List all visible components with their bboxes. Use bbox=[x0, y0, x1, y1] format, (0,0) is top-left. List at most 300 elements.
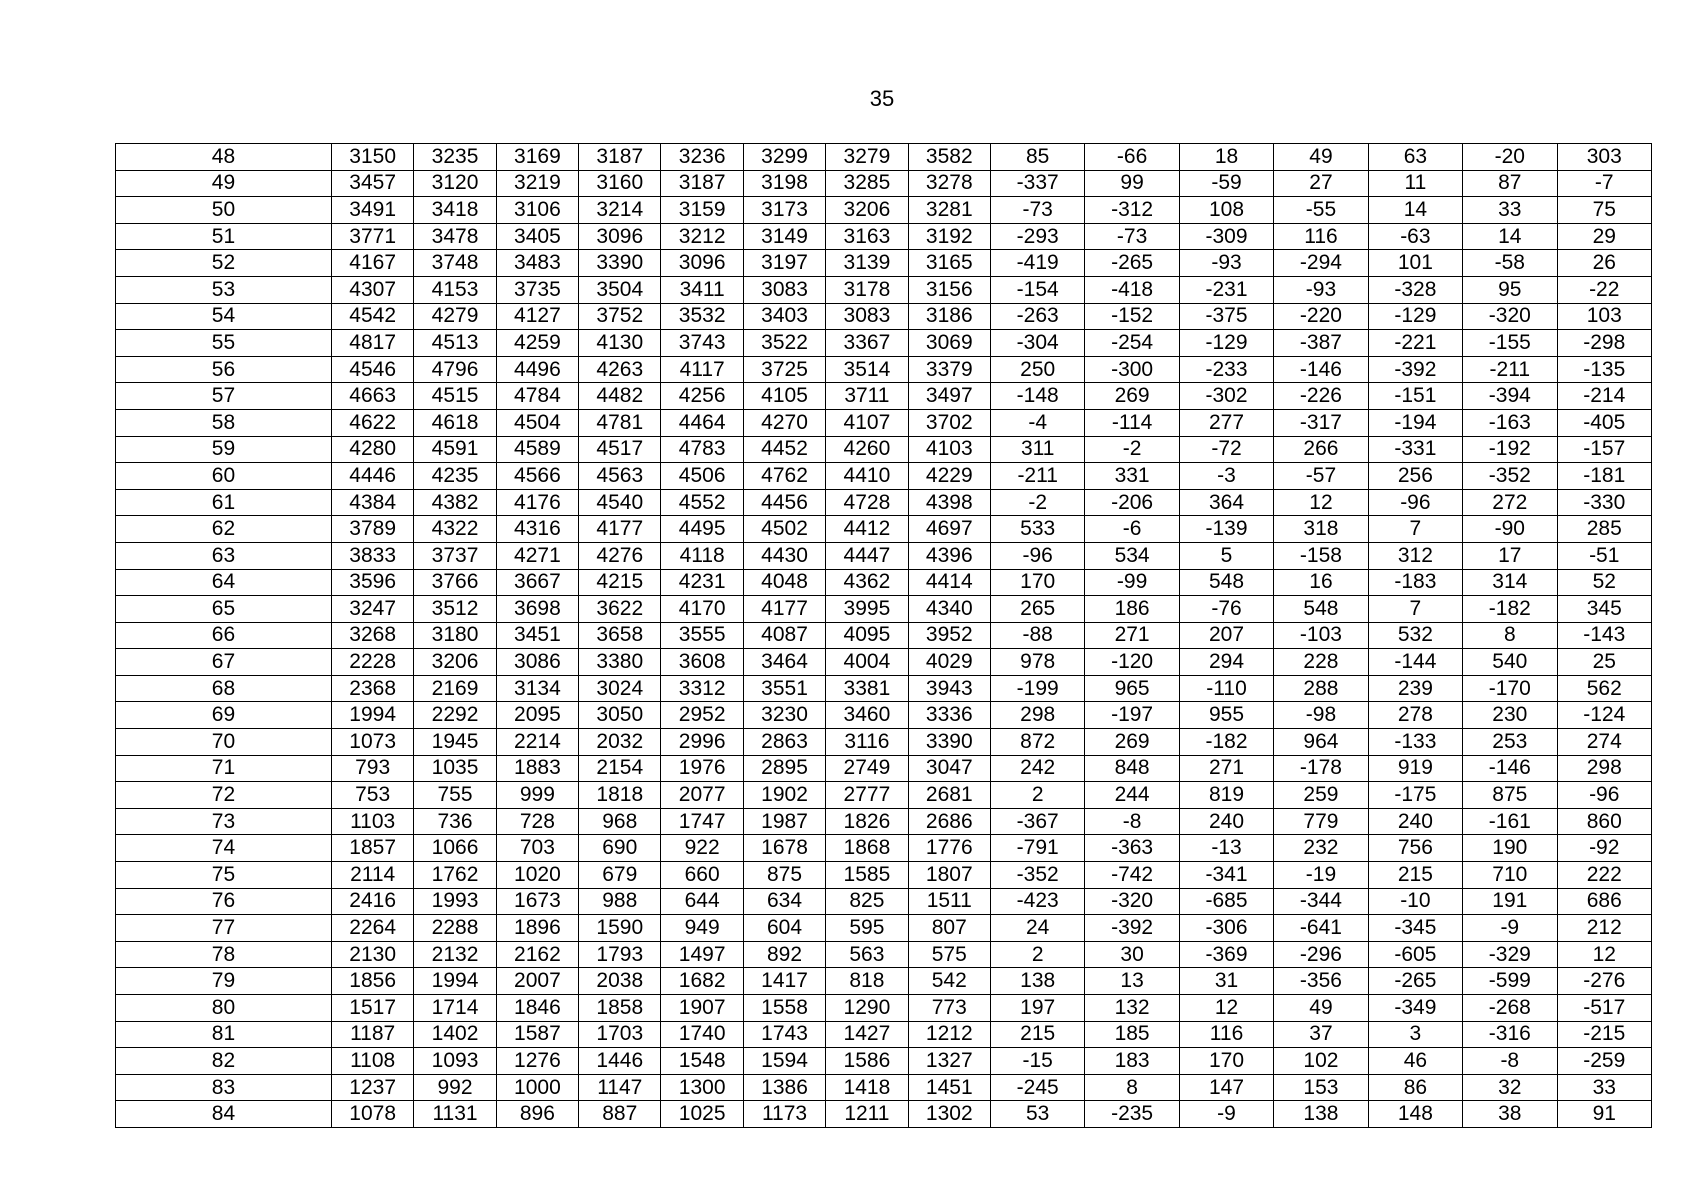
table-cell: 548 bbox=[1179, 569, 1273, 596]
table-cell: 595 bbox=[826, 915, 908, 942]
table-cell: -349 bbox=[1368, 995, 1462, 1022]
table-cell: -57 bbox=[1274, 463, 1368, 490]
table-cell: 3596 bbox=[331, 569, 413, 596]
row-label-cell: 80 bbox=[116, 995, 332, 1022]
table-cell: -685 bbox=[1179, 888, 1273, 915]
table-cell: -161 bbox=[1463, 808, 1557, 835]
table-cell: 4589 bbox=[496, 436, 578, 463]
table-cell: 4506 bbox=[661, 463, 743, 490]
table-cell: 660 bbox=[661, 862, 743, 889]
table-cell: 3735 bbox=[496, 276, 578, 303]
table-cell: 1327 bbox=[908, 1048, 990, 1075]
row-label-cell: 50 bbox=[116, 197, 332, 224]
table-cell: 1740 bbox=[661, 1021, 743, 1048]
table-cell: 4446 bbox=[331, 463, 413, 490]
table-cell: 1025 bbox=[661, 1101, 743, 1128]
row-label-cell: 59 bbox=[116, 436, 332, 463]
table-row bbox=[116, 356, 1652, 383]
table-cell: 3748 bbox=[414, 250, 496, 277]
table-cell: 4452 bbox=[743, 436, 825, 463]
table-cell: -96 bbox=[990, 542, 1084, 569]
table-cell: 4591 bbox=[414, 436, 496, 463]
table-cell: 272 bbox=[1463, 489, 1557, 516]
table-row bbox=[116, 330, 1652, 357]
table-cell: 1000 bbox=[496, 1074, 578, 1101]
table-cell: 3952 bbox=[908, 622, 990, 649]
table-cell: -641 bbox=[1274, 915, 1368, 942]
table-cell: 875 bbox=[743, 862, 825, 889]
table-cell: 3555 bbox=[661, 622, 743, 649]
table-cell: -146 bbox=[1463, 755, 1557, 782]
row-label-cell: 49 bbox=[116, 170, 332, 197]
table-cell: 1548 bbox=[661, 1048, 743, 1075]
table-cell: 1826 bbox=[826, 808, 908, 835]
table-cell: 1682 bbox=[661, 968, 743, 995]
table-cell: -293 bbox=[990, 223, 1084, 250]
table-cell: 686 bbox=[1557, 888, 1652, 915]
table-cell: 285 bbox=[1557, 516, 1652, 543]
table-cell: -178 bbox=[1274, 755, 1368, 782]
table-cell: 3497 bbox=[908, 383, 990, 410]
table-cell: 331 bbox=[1085, 463, 1179, 490]
row-label-cell: 72 bbox=[116, 782, 332, 809]
table-cell: 4382 bbox=[414, 489, 496, 516]
table-cell: 1035 bbox=[414, 755, 496, 782]
table-cell: 2038 bbox=[579, 968, 661, 995]
table-cell: -215 bbox=[1557, 1021, 1652, 1048]
table-cell: -276 bbox=[1557, 968, 1652, 995]
table-cell: 4259 bbox=[496, 330, 578, 357]
table-cell: 3667 bbox=[496, 569, 578, 596]
table-cell: -96 bbox=[1557, 782, 1652, 809]
table-cell: 26 bbox=[1557, 250, 1652, 277]
table-cell: 108 bbox=[1179, 197, 1273, 224]
table-cell: 887 bbox=[579, 1101, 661, 1128]
table-cell: 3279 bbox=[826, 144, 908, 171]
table-cell: 318 bbox=[1274, 516, 1368, 543]
table-cell: 271 bbox=[1179, 755, 1273, 782]
table-cell: 3163 bbox=[826, 223, 908, 250]
table-cell: 1108 bbox=[331, 1048, 413, 1075]
table-cell: 5 bbox=[1179, 542, 1273, 569]
table-cell: -20 bbox=[1463, 144, 1557, 171]
table-cell: -76 bbox=[1179, 596, 1273, 623]
table-cell: -133 bbox=[1368, 729, 1462, 756]
row-label-cell: 56 bbox=[116, 356, 332, 383]
table-cell: 3743 bbox=[661, 330, 743, 357]
table-cell: 1976 bbox=[661, 755, 743, 782]
table-cell: 1807 bbox=[908, 862, 990, 889]
table-cell: 2416 bbox=[331, 888, 413, 915]
table-row bbox=[116, 409, 1652, 436]
table-row bbox=[116, 1048, 1652, 1075]
table-cell: -175 bbox=[1368, 782, 1462, 809]
table-cell: 4118 bbox=[661, 542, 743, 569]
table-cell: 215 bbox=[990, 1021, 1084, 1048]
table-cell: 3116 bbox=[826, 729, 908, 756]
table-cell: 8 bbox=[1085, 1074, 1179, 1101]
table-cell: 1558 bbox=[743, 995, 825, 1022]
table-cell: 4495 bbox=[661, 516, 743, 543]
table-cell: -114 bbox=[1085, 409, 1179, 436]
table-cell: 4103 bbox=[908, 436, 990, 463]
table-cell: 3198 bbox=[743, 170, 825, 197]
table-cell: 634 bbox=[743, 888, 825, 915]
table-cell: -110 bbox=[1179, 675, 1273, 702]
table-cell: -194 bbox=[1368, 409, 1462, 436]
table-cell: 4176 bbox=[496, 489, 578, 516]
table-cell: 4817 bbox=[331, 330, 413, 357]
table-cell: 265 bbox=[990, 596, 1084, 623]
table-cell: 3083 bbox=[826, 303, 908, 330]
table-cell: 17 bbox=[1463, 542, 1557, 569]
table-cell: 4502 bbox=[743, 516, 825, 543]
table-cell: -15 bbox=[990, 1048, 1084, 1075]
table-cell: 103 bbox=[1557, 303, 1652, 330]
table-row bbox=[116, 250, 1652, 277]
table-cell: -221 bbox=[1368, 330, 1462, 357]
table-cell: 311 bbox=[990, 436, 1084, 463]
table-cell: 2777 bbox=[826, 782, 908, 809]
table-cell: -73 bbox=[990, 197, 1084, 224]
table-cell: 1517 bbox=[331, 995, 413, 1022]
table-row bbox=[116, 729, 1652, 756]
table-cell: 3658 bbox=[579, 622, 661, 649]
table-cell: -170 bbox=[1463, 675, 1557, 702]
table-cell: 2132 bbox=[414, 941, 496, 968]
table-cell: 3464 bbox=[743, 649, 825, 676]
table-cell: -392 bbox=[1368, 356, 1462, 383]
table-row bbox=[116, 808, 1652, 835]
table-cell: 4279 bbox=[414, 303, 496, 330]
table-cell: 3186 bbox=[908, 303, 990, 330]
table-cell: 1211 bbox=[826, 1101, 908, 1128]
row-label-cell: 79 bbox=[116, 968, 332, 995]
table-cell: 33 bbox=[1463, 197, 1557, 224]
table-cell: 364 bbox=[1179, 489, 1273, 516]
table-cell: 4177 bbox=[579, 516, 661, 543]
table-cell: 3230 bbox=[743, 702, 825, 729]
table-cell: -181 bbox=[1557, 463, 1652, 490]
table-cell: 1300 bbox=[661, 1074, 743, 1101]
table-cell: 11 bbox=[1368, 170, 1462, 197]
table-cell: 4622 bbox=[331, 409, 413, 436]
table-cell: -265 bbox=[1085, 250, 1179, 277]
table-cell: 250 bbox=[990, 356, 1084, 383]
table-cell: -298 bbox=[1557, 330, 1652, 357]
table-cell: -263 bbox=[990, 303, 1084, 330]
table-cell: 756 bbox=[1368, 835, 1462, 862]
table-cell: 968 bbox=[579, 808, 661, 835]
table-cell: 4130 bbox=[579, 330, 661, 357]
table-cell: 2264 bbox=[331, 915, 413, 942]
table-cell: 848 bbox=[1085, 755, 1179, 782]
table-row bbox=[116, 622, 1652, 649]
row-label-cell: 63 bbox=[116, 542, 332, 569]
table-cell: 2686 bbox=[908, 808, 990, 835]
row-label-cell: 52 bbox=[116, 250, 332, 277]
table-cell: 4540 bbox=[579, 489, 661, 516]
table-cell: 4496 bbox=[496, 356, 578, 383]
table-cell: 1386 bbox=[743, 1074, 825, 1101]
table-cell: 1147 bbox=[579, 1074, 661, 1101]
table-cell: 3483 bbox=[496, 250, 578, 277]
table-cell: 4546 bbox=[331, 356, 413, 383]
table-cell: 4384 bbox=[331, 489, 413, 516]
table-row bbox=[116, 569, 1652, 596]
table-cell: 3771 bbox=[331, 223, 413, 250]
table-row bbox=[116, 995, 1652, 1022]
table-cell: 4456 bbox=[743, 489, 825, 516]
data-table bbox=[115, 143, 1652, 1128]
table-cell: 1703 bbox=[579, 1021, 661, 1048]
table-cell: 818 bbox=[826, 968, 908, 995]
table-cell: 3379 bbox=[908, 356, 990, 383]
table-cell: 3711 bbox=[826, 383, 908, 410]
table-cell: -199 bbox=[990, 675, 1084, 702]
table-row bbox=[116, 436, 1652, 463]
table-cell: 3403 bbox=[743, 303, 825, 330]
table-cell: 148 bbox=[1368, 1101, 1462, 1128]
table-cell: 4430 bbox=[743, 542, 825, 569]
table-cell: 4167 bbox=[331, 250, 413, 277]
table-cell: -363 bbox=[1085, 835, 1179, 862]
table-cell: 4663 bbox=[331, 383, 413, 410]
table-cell: 3390 bbox=[579, 250, 661, 277]
table-cell: 2114 bbox=[331, 862, 413, 889]
table-cell: 3281 bbox=[908, 197, 990, 224]
row-label-cell: 84 bbox=[116, 1101, 332, 1128]
table-cell: -8 bbox=[1085, 808, 1179, 835]
row-label-cell: 69 bbox=[116, 702, 332, 729]
row-label-cell: 51 bbox=[116, 223, 332, 250]
table-cell: -206 bbox=[1085, 489, 1179, 516]
table-cell: 532 bbox=[1368, 622, 1462, 649]
table-cell: 793 bbox=[331, 755, 413, 782]
table-cell: 116 bbox=[1179, 1021, 1273, 1048]
table-cell: 294 bbox=[1179, 649, 1273, 676]
table-cell: 2214 bbox=[496, 729, 578, 756]
table-cell: 1673 bbox=[496, 888, 578, 915]
table-cell: 3380 bbox=[579, 649, 661, 676]
table-cell: 1856 bbox=[331, 968, 413, 995]
table-cell: -387 bbox=[1274, 330, 1368, 357]
table-cell: 49 bbox=[1274, 144, 1368, 171]
table-cell: 3512 bbox=[414, 596, 496, 623]
table-cell: -66 bbox=[1085, 144, 1179, 171]
table-cell: 4482 bbox=[579, 383, 661, 410]
table-cell: -163 bbox=[1463, 409, 1557, 436]
row-label-cell: 55 bbox=[116, 330, 332, 357]
table-cell: 3943 bbox=[908, 675, 990, 702]
table-cell: 3737 bbox=[414, 542, 496, 569]
table-cell: 7 bbox=[1368, 516, 1462, 543]
table-cell: 259 bbox=[1274, 782, 1368, 809]
table-cell: -8 bbox=[1463, 1048, 1557, 1075]
table-cell: 819 bbox=[1179, 782, 1273, 809]
table-cell: 4170 bbox=[661, 596, 743, 623]
table-cell: 29 bbox=[1557, 223, 1652, 250]
table-cell: -599 bbox=[1463, 968, 1557, 995]
table-cell: 153 bbox=[1274, 1074, 1368, 1101]
table-cell: 3096 bbox=[579, 223, 661, 250]
table-cell: 3752 bbox=[579, 303, 661, 330]
table-cell: -129 bbox=[1179, 330, 1273, 357]
table-cell: 345 bbox=[1557, 596, 1652, 623]
table-cell: 955 bbox=[1179, 702, 1273, 729]
row-label-cell: 60 bbox=[116, 463, 332, 490]
table-cell: 30 bbox=[1085, 941, 1179, 968]
table-cell: 1994 bbox=[414, 968, 496, 995]
table-cell: 562 bbox=[1557, 675, 1652, 702]
table-cell: 38 bbox=[1463, 1101, 1557, 1128]
table-cell: 37 bbox=[1274, 1021, 1368, 1048]
table-cell: -158 bbox=[1274, 542, 1368, 569]
table-cell: 4270 bbox=[743, 409, 825, 436]
table-cell: -312 bbox=[1085, 197, 1179, 224]
table-cell: -143 bbox=[1557, 622, 1652, 649]
table-cell: 3214 bbox=[579, 197, 661, 224]
table-cell: -99 bbox=[1085, 569, 1179, 596]
table-cell: 95 bbox=[1463, 276, 1557, 303]
table-row bbox=[116, 915, 1652, 942]
table-cell: -22 bbox=[1557, 276, 1652, 303]
table-cell: 32 bbox=[1463, 1074, 1557, 1101]
table-cell: 3160 bbox=[579, 170, 661, 197]
table-row bbox=[116, 675, 1652, 702]
table-cell: -7 bbox=[1557, 170, 1652, 197]
table-cell: 779 bbox=[1274, 808, 1368, 835]
row-label-cell: 53 bbox=[116, 276, 332, 303]
table-cell: 3206 bbox=[414, 649, 496, 676]
table-cell: 4263 bbox=[579, 356, 661, 383]
table-cell: 3390 bbox=[908, 729, 990, 756]
table-cell: 197 bbox=[990, 995, 1084, 1022]
table-cell: -214 bbox=[1557, 383, 1652, 410]
table-cell: 240 bbox=[1179, 808, 1273, 835]
table-cell: -367 bbox=[990, 808, 1084, 835]
row-label-cell: 66 bbox=[116, 622, 332, 649]
table-cell: 24 bbox=[990, 915, 1084, 942]
table-cell: 4029 bbox=[908, 649, 990, 676]
table-cell: 4004 bbox=[826, 649, 908, 676]
table-cell: -197 bbox=[1085, 702, 1179, 729]
table-row bbox=[116, 1101, 1652, 1128]
table-cell: 16 bbox=[1274, 569, 1368, 596]
table-cell: 91 bbox=[1557, 1101, 1652, 1128]
table-cell: -182 bbox=[1463, 596, 1557, 623]
table-cell: 922 bbox=[661, 835, 743, 862]
table-cell: -73 bbox=[1085, 223, 1179, 250]
table-cell: 1743 bbox=[743, 1021, 825, 1048]
table-cell: 222 bbox=[1557, 862, 1652, 889]
table-cell: 1594 bbox=[743, 1048, 825, 1075]
table-cell: 1290 bbox=[826, 995, 908, 1022]
table-cell: 314 bbox=[1463, 569, 1557, 596]
table-row bbox=[116, 968, 1652, 995]
table-cell: 3134 bbox=[496, 675, 578, 702]
table-cell: -2 bbox=[1085, 436, 1179, 463]
table-cell: 872 bbox=[990, 729, 1084, 756]
table-cell: 3268 bbox=[331, 622, 413, 649]
table-cell: 3069 bbox=[908, 330, 990, 357]
table-cell: 4215 bbox=[579, 569, 661, 596]
row-label-cell: 78 bbox=[116, 941, 332, 968]
table-cell: 2863 bbox=[743, 729, 825, 756]
table-cell: -103 bbox=[1274, 622, 1368, 649]
table-cell: 755 bbox=[414, 782, 496, 809]
table-cell: 170 bbox=[990, 569, 1084, 596]
table-cell: -605 bbox=[1368, 941, 1462, 968]
table-cell: 3551 bbox=[743, 675, 825, 702]
table-cell: 949 bbox=[661, 915, 743, 942]
table-cell: 3405 bbox=[496, 223, 578, 250]
table-cell: 4271 bbox=[496, 542, 578, 569]
table-cell: 242 bbox=[990, 755, 1084, 782]
table-cell: 3235 bbox=[414, 144, 496, 171]
row-label-cell: 64 bbox=[116, 569, 332, 596]
table-cell: 703 bbox=[496, 835, 578, 862]
table-cell: 3212 bbox=[661, 223, 743, 250]
table-cell: 3367 bbox=[826, 330, 908, 357]
table-cell: -268 bbox=[1463, 995, 1557, 1022]
table-cell: 230 bbox=[1463, 702, 1557, 729]
table-cell: 298 bbox=[990, 702, 1084, 729]
table-cell: 4117 bbox=[661, 356, 743, 383]
table-cell: 277 bbox=[1179, 409, 1273, 436]
table-cell: 1417 bbox=[743, 968, 825, 995]
table-cell: -300 bbox=[1085, 356, 1179, 383]
table-cell: 4697 bbox=[908, 516, 990, 543]
table-cell: 3478 bbox=[414, 223, 496, 250]
table-cell: 4231 bbox=[661, 569, 743, 596]
table-cell: 3247 bbox=[331, 596, 413, 623]
table-cell: 1857 bbox=[331, 835, 413, 862]
table-cell: -129 bbox=[1368, 303, 1462, 330]
table-cell: 736 bbox=[414, 808, 496, 835]
table-cell: 1945 bbox=[414, 729, 496, 756]
table-cell: 3995 bbox=[826, 596, 908, 623]
table-cell: -317 bbox=[1274, 409, 1368, 436]
table-cell: 3219 bbox=[496, 170, 578, 197]
table-cell: 99 bbox=[1085, 170, 1179, 197]
table-cell: -375 bbox=[1179, 303, 1273, 330]
row-label-cell: 74 bbox=[116, 835, 332, 862]
table-cell: 575 bbox=[908, 941, 990, 968]
table-row bbox=[116, 144, 1652, 171]
table-cell: -19 bbox=[1274, 862, 1368, 889]
table-cell: -146 bbox=[1274, 356, 1368, 383]
table-cell: 4552 bbox=[661, 489, 743, 516]
table-cell: -96 bbox=[1368, 489, 1462, 516]
table-cell: 3083 bbox=[743, 276, 825, 303]
table-cell: 3 bbox=[1368, 1021, 1462, 1048]
row-label-cell: 71 bbox=[116, 755, 332, 782]
table-cell: 13 bbox=[1085, 968, 1179, 995]
table-cell: -306 bbox=[1179, 915, 1273, 942]
table-cell: 3180 bbox=[414, 622, 496, 649]
table-cell: 3411 bbox=[661, 276, 743, 303]
table-cell: 4464 bbox=[661, 409, 743, 436]
table-cell: 2077 bbox=[661, 782, 743, 809]
table-cell: 4087 bbox=[743, 622, 825, 649]
table-cell: 4256 bbox=[661, 383, 743, 410]
table-cell: -120 bbox=[1085, 649, 1179, 676]
table-row bbox=[116, 941, 1652, 968]
table-cell: 4410 bbox=[826, 463, 908, 490]
table-cell: 542 bbox=[908, 968, 990, 995]
table-cell: 1173 bbox=[743, 1101, 825, 1128]
